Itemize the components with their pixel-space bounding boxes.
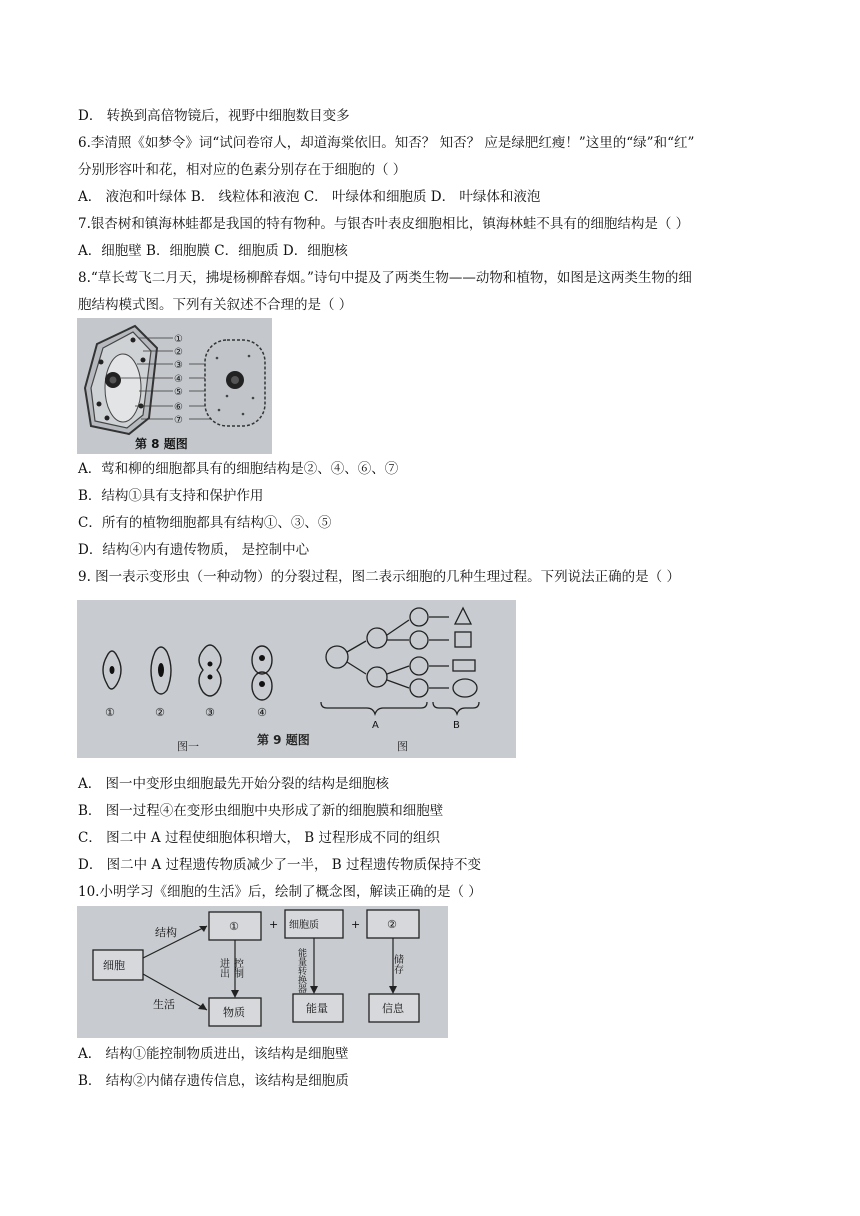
- q8-stem-line1: 8.“草长莺飞二月天，拂堤杨柳醉春烟。”诗句中提及了两类生物——动物和植物，如图是这两类生物的细: [78, 270, 692, 286]
- fig10-matter: 物质: [223, 1006, 245, 1019]
- q5-option-d: D． 转换到高倍物镜后，视野中细胞数目变多: [78, 108, 350, 124]
- fig9-brace-a: A: [372, 720, 379, 731]
- fig8-label-3: ③: [174, 360, 183, 371]
- fig10-structure: 结构: [155, 926, 177, 939]
- fig9-caption: 第 9 题图: [257, 733, 310, 747]
- fig8-label-2: ②: [174, 347, 183, 358]
- fig9-left-caption: 图一: [177, 740, 199, 753]
- q8-option-c: C．所有的植物细胞都具有结构①、③、⑤: [78, 515, 332, 531]
- fig10-control-a: 控制: [231, 958, 243, 978]
- q10-option-a: A． 结构①能控制物质进出，该结构是细胞壁: [78, 1046, 349, 1062]
- fig9-brace-b: B: [453, 720, 460, 731]
- figure-9-amoeba-division: [77, 600, 516, 758]
- figure-10-concept-map: [77, 906, 448, 1038]
- fig10-plus-1: +: [269, 918, 279, 931]
- q8-stem-line2: 胞结构模式图。下列有关叙述不合理的是（ ）: [78, 297, 353, 313]
- fig8-label-1: ①: [174, 334, 183, 345]
- fig8-label-7: ⑦: [174, 415, 183, 426]
- vacuole: [105, 354, 141, 422]
- q8-option-b: B．结构①具有支持和保护作用: [78, 488, 264, 504]
- q6-stem-line2: 分别形容叶和花，相对应的色素分别存在于细胞的（ ）: [78, 162, 407, 178]
- fig8-label-6: ⑥: [174, 402, 183, 413]
- fig10-box2: ②: [387, 918, 397, 931]
- q10-option-b: B． 结构②内储存遗传信息，该结构是细胞质: [78, 1073, 349, 1089]
- q7-options: A．细胞壁 B．细胞膜 C．细胞质 D．细胞核: [78, 243, 348, 259]
- fig10-plus-2: +: [351, 918, 361, 931]
- fig10-energy: 能量: [306, 1002, 328, 1015]
- fig9-stage-2: ②: [155, 706, 165, 719]
- fig10-energy-converter: 能量转换器: [296, 948, 306, 993]
- fig10-cell: 细胞: [103, 959, 125, 972]
- q7-stem: 7.银杏树和镇海林蛙都是我国的特有物种。与银杏叶表皮细胞相比，镇海林蛙不具有的细胞结构是（ ）: [78, 216, 690, 232]
- fig8-caption: 第 8 题图: [135, 437, 188, 451]
- fig10-cytoplasm: 细胞质: [289, 920, 319, 931]
- q10-stem: 10.小明学习《细胞的生活》后，绘制了概念图，解读正确的是（ ）: [78, 884, 482, 900]
- fig10-info: 信息: [382, 1002, 404, 1015]
- fig9-stage-3: ③: [205, 706, 215, 719]
- q8-option-a: A．莺和柳的细胞都具有的细胞结构是②、④、⑥、⑦: [78, 461, 399, 477]
- q6-options: A． 液泡和叶绿体 B． 线粒体和液泡 C． 叶绿体和细胞质 D． 叶绿体和液泡: [78, 189, 541, 205]
- fig10-store: 储存: [391, 954, 403, 974]
- fig10-box1: ①: [229, 920, 239, 933]
- q9-option-a: A． 图一中变形虫细胞最先开始分裂的结构是细胞核: [78, 776, 390, 792]
- q9-option-d: D． 图二中 A 过程遗传物质减少了一半， B 过程遗传物质保持不变: [78, 857, 481, 873]
- q9-option-b: B． 图一过程④在变形虫细胞中央形成了新的细胞膜和细胞壁: [78, 803, 444, 819]
- fig10-control-b: 进出: [217, 958, 229, 978]
- figure-8-cell-diagram: [77, 318, 272, 454]
- q6-stem-line1: 6.李清照《如梦令》词“试问卷帘人，却道海棠依旧。知否？ 知否？ 应是绿肥红瘦！”这里的“绿”和“红”: [78, 135, 695, 151]
- fig8-label-4: ④: [174, 374, 183, 385]
- q8-option-d: D．结构④内有遗传物质， 是控制中心: [78, 542, 310, 558]
- fig9-stage-4: ④: [257, 706, 267, 719]
- fig9-right-caption: 图: [397, 740, 408, 753]
- fig10-life: 生活: [153, 998, 175, 1011]
- q9-stem: 9. 图一表示变形虫（一种动物）的分裂过程，图二表示细胞的几种生理过程。下列说法正确的是（ ）: [78, 569, 680, 585]
- q9-option-c: C． 图二中 A 过程使细胞体积增大， B 过程形成不同的组织: [78, 830, 440, 846]
- fig8-label-5: ⑤: [174, 387, 183, 398]
- fig9-stage-1: ①: [105, 706, 115, 719]
